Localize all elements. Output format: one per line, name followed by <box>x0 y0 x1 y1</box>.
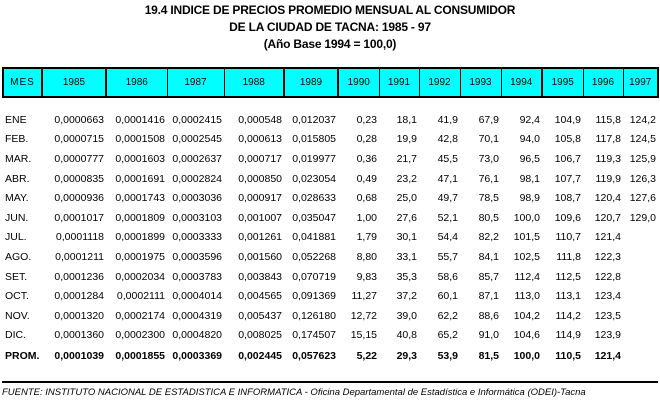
month-label: DIC. <box>5 329 26 342</box>
index-value: 60,1 <box>437 290 458 303</box>
index-value: 0,0001236 <box>54 270 104 283</box>
index-value: 70,1 <box>478 133 499 146</box>
index-value: 37,2 <box>396 290 417 303</box>
table-row <box>3 97 658 130</box>
index-value: 129,0 <box>629 211 656 224</box>
index-value: 87,1 <box>478 290 499 303</box>
index-value: 49,7 <box>437 192 458 205</box>
table-row <box>3 286 658 306</box>
index-value: 0,019977 <box>292 152 336 165</box>
index-value: 76,1 <box>478 172 499 185</box>
index-value: 0,0001284 <box>54 290 104 303</box>
index-value: 114,2 <box>555 309 581 322</box>
index-value: 0,0004319 <box>172 309 222 322</box>
column-header-1996: 1996 <box>583 68 623 97</box>
month-label: JUN. <box>5 211 29 224</box>
index-value: 0,005437 <box>238 309 282 322</box>
index-value: 0,0002034 <box>115 270 165 283</box>
index-value: 84,1 <box>478 250 499 263</box>
index-value: 19,9 <box>396 133 417 146</box>
average-label: PROM. <box>5 350 40 363</box>
index-value: 0,035047 <box>292 211 336 224</box>
index-value <box>623 228 658 248</box>
index-value: 0,001261 <box>238 231 282 244</box>
index-value: 73,0 <box>478 152 499 165</box>
index-value: 82,2 <box>478 231 499 244</box>
base-year-note: (Año Base 1994 = 100,0) <box>263 37 397 51</box>
table-row <box>3 306 658 326</box>
index-value: 0,0001743 <box>115 192 165 205</box>
index-value: 124,2 <box>629 113 656 126</box>
index-value: 41,9 <box>437 113 458 126</box>
price-index-table <box>2 67 659 367</box>
index-value: 0,0002637 <box>172 152 222 165</box>
index-value <box>623 247 658 267</box>
header-row <box>3 68 658 97</box>
index-value: 91,0 <box>478 329 499 342</box>
index-value: 0,0001508 <box>115 133 165 146</box>
index-value: 113,0 <box>514 290 540 303</box>
index-value: 0,000548 <box>238 113 282 126</box>
index-value: 120,4 <box>594 192 621 205</box>
index-value: 0,0001975 <box>115 250 165 263</box>
index-value: 123,4 <box>594 290 621 303</box>
index-value: 0,001560 <box>238 250 282 263</box>
index-value: 67,9 <box>478 113 499 126</box>
column-header-1988: 1988 <box>224 68 284 97</box>
index-value: 115,8 <box>595 113 621 126</box>
index-value: 0,004565 <box>238 290 282 303</box>
index-value: 0,091369 <box>292 290 336 303</box>
index-value: 0,0001416 <box>115 113 165 126</box>
index-value: 0,0002174 <box>115 309 165 322</box>
average-value: 5,22 <box>356 350 377 363</box>
index-value: 0,68 <box>356 192 377 205</box>
index-value: 123,5 <box>594 309 621 322</box>
index-value: 107,7 <box>554 172 581 185</box>
index-value: 98,9 <box>519 192 540 205</box>
index-value: 0,0000936 <box>54 192 104 205</box>
index-value: 104,6 <box>513 329 540 342</box>
index-value: 92,4 <box>519 113 540 126</box>
index-value: 0,0004014 <box>172 290 222 303</box>
table-row <box>3 267 658 287</box>
month-label: AGO. <box>5 250 32 263</box>
index-value: 27,6 <box>396 211 417 224</box>
month-label: JUL. <box>5 231 27 244</box>
index-value: 0,0001899 <box>115 231 165 244</box>
index-value: 11,27 <box>351 290 377 303</box>
average-value <box>623 345 658 367</box>
index-value: 0,0001360 <box>54 329 104 342</box>
table-row <box>3 228 658 248</box>
index-value: 108,7 <box>554 192 581 205</box>
index-value: 0,23 <box>356 113 377 126</box>
column-header-1997: 1997 <box>623 68 658 97</box>
index-value: 0,0002545 <box>172 133 222 146</box>
index-value: 0,0003783 <box>172 270 222 283</box>
index-value: 114,9 <box>555 329 581 342</box>
index-value: 0,0001691 <box>115 172 165 185</box>
index-value: 62,2 <box>437 309 458 322</box>
index-value: 88,6 <box>478 309 499 322</box>
index-value: 52,1 <box>437 211 458 224</box>
source-note: FUENTE: INSTITUTO NACIONAL DE ESTADISTICA E INFORMATICA - Oficina Departamental de Estadística e Informática (ODEI)-Tacna <box>2 387 586 398</box>
table-row <box>3 188 658 208</box>
table-row <box>3 326 658 346</box>
average-value: 0,0001039 <box>54 350 104 363</box>
index-value: 0,000917 <box>238 192 282 205</box>
column-header-1986: 1986 <box>106 68 167 97</box>
index-value: 23,2 <box>396 172 417 185</box>
month-label: ENE <box>5 113 27 126</box>
index-value: 124,5 <box>629 133 656 146</box>
index-value: 54,4 <box>437 231 458 244</box>
index-value: 55,7 <box>437 250 458 263</box>
table-row <box>3 149 658 169</box>
column-header-mes: MES <box>3 68 42 97</box>
index-value: 0,0003036 <box>172 192 222 205</box>
index-value: 0,0001211 <box>55 250 104 263</box>
index-value: 80,5 <box>478 211 499 224</box>
index-value: 0,49 <box>356 172 377 185</box>
index-value: 8,80 <box>356 250 377 263</box>
index-value: 122,8 <box>594 270 621 283</box>
index-value: 0,0000663 <box>54 113 104 126</box>
index-value: 100,0 <box>513 211 540 224</box>
average-value: 81,5 <box>478 350 499 363</box>
index-value: 109,6 <box>554 211 581 224</box>
index-value: 58,6 <box>437 270 458 283</box>
index-value: 0,174507 <box>292 329 336 342</box>
column-header-1990: 1990 <box>338 68 379 97</box>
table-row <box>3 247 658 267</box>
index-value: 25,0 <box>396 192 417 205</box>
index-value: 126,3 <box>629 172 656 185</box>
index-value: 0,0001603 <box>115 152 165 165</box>
index-value: 42,8 <box>437 133 458 146</box>
index-value: 105,8 <box>554 133 581 146</box>
column-header-1991: 1991 <box>379 68 419 97</box>
average-value: 121,4 <box>594 350 621 363</box>
average-value: 0,0001855 <box>115 350 165 363</box>
index-value: 0,070719 <box>292 270 336 283</box>
index-value: 0,36 <box>356 152 377 165</box>
index-value: 111,8 <box>556 250 581 263</box>
index-value: 123,9 <box>594 329 621 342</box>
index-value: 78,5 <box>478 192 499 205</box>
month-label: MAR. <box>5 152 32 165</box>
index-value: 33,1 <box>396 250 417 263</box>
index-value: 0,0003103 <box>172 211 222 224</box>
index-value: 0,008025 <box>238 329 282 342</box>
average-value: 53,9 <box>437 350 458 363</box>
index-value: 39,0 <box>396 309 417 322</box>
index-value: 117,8 <box>595 133 621 146</box>
index-value: 98,1 <box>519 172 540 185</box>
index-value: 119,3 <box>595 152 621 165</box>
index-value <box>623 286 658 306</box>
average-value: 0,0003369 <box>172 350 222 363</box>
index-value <box>623 326 658 346</box>
column-header-1989: 1989 <box>284 68 338 97</box>
index-value: 0,052268 <box>292 250 336 263</box>
index-value: 0,126180 <box>292 309 336 322</box>
average-row <box>3 345 658 367</box>
index-value: 0,041881 <box>292 231 336 244</box>
index-value: 65,2 <box>437 329 458 342</box>
average-value: 0,002445 <box>238 350 282 363</box>
index-value: 113,1 <box>555 290 581 303</box>
index-value: 0,0002111 <box>116 290 165 303</box>
index-value: 30,1 <box>396 231 417 244</box>
index-value: 122,3 <box>594 250 621 263</box>
column-header-1993: 1993 <box>460 68 501 97</box>
index-value: 21,7 <box>396 152 417 165</box>
index-value: 0,015805 <box>292 133 336 146</box>
index-value: 85,7 <box>478 270 499 283</box>
column-header-1985: 1985 <box>42 68 106 97</box>
index-value: 0,0002300 <box>115 329 165 342</box>
index-value: 0,0001320 <box>54 309 104 322</box>
table-row <box>3 169 658 189</box>
month-label: FEB. <box>5 133 29 146</box>
month-label: SET. <box>5 270 28 283</box>
table-title: 19.4 INDICE DE PRECIOS PROMEDIO MENSUAL AL CONSUMIDOR <box>144 3 516 17</box>
index-value: 0,0001017 <box>54 211 104 224</box>
index-value: 106,7 <box>554 152 581 165</box>
index-value: 15,15 <box>350 329 377 342</box>
index-value: 1,79 <box>356 231 377 244</box>
index-value: 0,0002824 <box>172 172 222 185</box>
average-value: 29,3 <box>396 350 417 363</box>
column-header-1995: 1995 <box>542 68 583 97</box>
month-label: ABR. <box>5 172 30 185</box>
index-value: 0,0001118 <box>55 231 104 244</box>
month-label: MAY. <box>5 192 29 205</box>
index-value: 119,9 <box>595 172 621 185</box>
index-value: 9,83 <box>356 270 377 283</box>
index-value <box>623 267 658 287</box>
index-value: 0,001007 <box>238 211 282 224</box>
column-header-1994: 1994 <box>501 68 542 97</box>
index-value: 0,0002415 <box>172 113 222 126</box>
index-value: 96,5 <box>519 152 540 165</box>
index-value: 0,0000835 <box>54 172 104 185</box>
index-value: 120,7 <box>594 211 621 224</box>
index-value: 0,023054 <box>292 172 336 185</box>
bottom-rule <box>2 381 658 383</box>
index-value: 0,012037 <box>292 113 336 126</box>
index-value: 18,1 <box>396 113 417 126</box>
index-value: 94,0 <box>519 133 540 146</box>
index-value: 112,5 <box>555 270 581 283</box>
month-label: NOV. <box>5 309 30 322</box>
average-value: 110,5 <box>555 350 581 363</box>
index-value: 102,5 <box>513 250 540 263</box>
column-header-1987: 1987 <box>167 68 224 97</box>
index-value: 0,28 <box>356 133 377 146</box>
index-value: 0,000613 <box>238 133 282 146</box>
index-value: 0,003843 <box>238 270 282 283</box>
index-value: 125,9 <box>629 152 656 165</box>
index-value: 1,00 <box>356 211 377 224</box>
index-value: 0,000850 <box>238 172 282 185</box>
index-value: 0,000717 <box>238 152 282 165</box>
average-value: 100,0 <box>513 350 540 363</box>
index-value: 0,0000777 <box>54 152 104 165</box>
index-value: 104,9 <box>554 113 581 126</box>
index-value: 127,6 <box>629 192 656 205</box>
index-value: 0,0000715 <box>54 133 104 146</box>
month-label: OCT. <box>5 290 29 303</box>
index-value: 0,0001809 <box>115 211 165 224</box>
index-value: 0,0003333 <box>172 231 222 244</box>
index-value: 40,8 <box>396 329 417 342</box>
index-value: 12,72 <box>350 309 377 322</box>
table-row <box>3 130 658 150</box>
index-value: 45,5 <box>437 152 458 165</box>
table-subtitle: DE LA CIUDAD DE TACNA: 1985 - 97 <box>229 20 431 34</box>
index-value: 0,028633 <box>292 192 336 205</box>
index-value: 47,1 <box>437 172 458 185</box>
index-value: 110,7 <box>555 231 581 244</box>
index-value <box>623 306 658 326</box>
index-value: 101,5 <box>513 231 540 244</box>
table-row <box>3 208 658 228</box>
column-header-1992: 1992 <box>419 68 460 97</box>
index-value: 35,3 <box>396 270 417 283</box>
average-value: 0,057623 <box>292 350 336 363</box>
index-value: 0,0003596 <box>172 250 222 263</box>
index-value: 104,2 <box>513 309 540 322</box>
index-value: 0,0004820 <box>172 329 222 342</box>
index-value: 121,4 <box>594 231 621 244</box>
index-value: 112,4 <box>514 270 540 283</box>
